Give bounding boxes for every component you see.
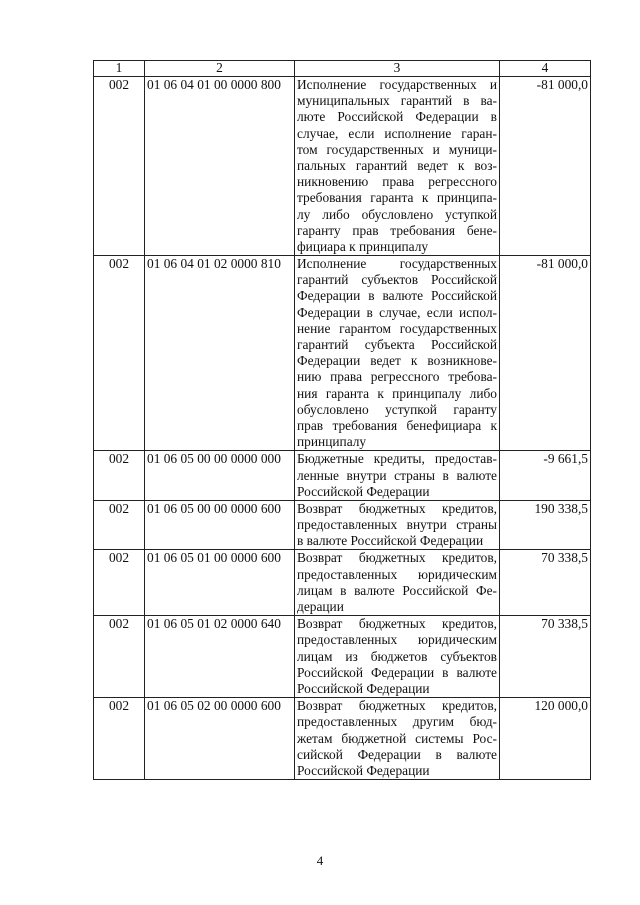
column-header-3: 3 bbox=[295, 61, 500, 77]
budget-sources-table bbox=[93, 60, 591, 780]
description-line: нение гарантом государственных bbox=[297, 320, 497, 336]
amount-cell: -81 000,0 bbox=[500, 77, 591, 256]
table-row bbox=[94, 698, 591, 780]
description-line: обусловлено уступкой гаранту bbox=[297, 401, 497, 417]
description-line: лицам из бюджетов субъектов bbox=[297, 648, 497, 664]
column-header-4: 4 bbox=[500, 61, 591, 77]
description-line: лицам в валюте Российской Фе- bbox=[297, 582, 497, 598]
column-header-1: 1 bbox=[94, 61, 145, 77]
description-line: Исполнение государственных и bbox=[297, 77, 497, 92]
description-cell bbox=[295, 451, 500, 501]
description-line: ния гаранта к принципалу либо bbox=[297, 385, 497, 401]
table-row bbox=[94, 256, 591, 451]
description-line: требования гаранта к принципа- bbox=[297, 190, 497, 206]
amount-cell: -81 000,0 bbox=[500, 256, 591, 451]
description-line: предоставленных юридическим bbox=[297, 632, 497, 648]
description-line: Федерации ведет к возникнове- bbox=[297, 353, 497, 369]
description-line: Возврат бюджетных кредитов, bbox=[297, 698, 497, 714]
table-body bbox=[94, 77, 591, 780]
description-line: предоставленных внутри страны bbox=[297, 517, 497, 533]
budget-code-cell: 01 06 05 00 00 0000 000 bbox=[145, 451, 295, 501]
description-line: пальных гарантий ведет к воз- bbox=[297, 157, 497, 173]
budget-code-cell: 01 06 04 01 02 0000 810 bbox=[145, 256, 295, 451]
description-line: предоставленных другим бюд- bbox=[297, 714, 497, 730]
description-cell bbox=[295, 550, 500, 616]
table-row bbox=[94, 550, 591, 616]
description-cell bbox=[295, 77, 500, 256]
description-line: Российской Федерации bbox=[297, 762, 430, 778]
budget-code-cell: 01 06 05 01 00 0000 600 bbox=[145, 550, 295, 616]
description-line: прав требования бенефициара к bbox=[297, 417, 497, 433]
description-line: Российской Федерации в валюте bbox=[297, 664, 497, 680]
admin-code-cell: 002 bbox=[94, 256, 145, 451]
table-row bbox=[94, 616, 591, 698]
budget-code-cell: 01 06 04 01 00 0000 800 bbox=[145, 77, 295, 256]
admin-code-cell: 002 bbox=[94, 77, 145, 256]
admin-code-cell: 002 bbox=[94, 500, 145, 550]
description-line: муниципальных гарантий в ва- bbox=[297, 93, 497, 109]
admin-code-cell: 002 bbox=[94, 451, 145, 501]
description-line: Возврат бюджетных кредитов, bbox=[297, 550, 497, 566]
admin-code-cell: 002 bbox=[94, 550, 145, 616]
description-cell bbox=[295, 500, 500, 550]
description-line: ленные внутри страны в валюте bbox=[297, 467, 497, 483]
admin-code-cell: 002 bbox=[94, 698, 145, 780]
budget-code-cell: 01 06 05 02 00 0000 600 bbox=[145, 698, 295, 780]
admin-code-cell: 002 bbox=[94, 616, 145, 698]
description-line: лу либо обусловлено уступкой bbox=[297, 206, 497, 222]
description-line: Федерации в валюте Российской bbox=[297, 288, 497, 304]
amount-cell: 70 338,5 bbox=[500, 616, 591, 698]
description-line: Бюджетные кредиты, предостав- bbox=[297, 451, 497, 467]
description-line: дерации bbox=[297, 599, 344, 614]
description-line: Российской Федерации bbox=[297, 483, 430, 499]
description-line: сийской Федерации в валюте bbox=[297, 746, 497, 762]
description-line: Исполнение государственных bbox=[297, 256, 497, 272]
table-header-row bbox=[94, 61, 591, 77]
budget-code-cell: 01 06 05 00 00 0000 600 bbox=[145, 500, 295, 550]
description-line: гарантий субъекта Российской bbox=[297, 337, 497, 352]
description-line: нию права регрессного требова- bbox=[297, 369, 497, 385]
amount-cell: -9 661,5 bbox=[500, 451, 591, 501]
table-row bbox=[94, 451, 591, 501]
description-line: Возврат бюджетных кредитов, bbox=[297, 500, 497, 516]
description-cell bbox=[295, 698, 500, 780]
description-line: гарантий субъектов Российской bbox=[297, 272, 497, 288]
description-line: случае, если исполнение гаран- bbox=[297, 125, 497, 141]
description-line: никновению права регрессного bbox=[297, 174, 497, 190]
description-line: гаранту прав требования бене- bbox=[297, 222, 497, 238]
description-line: принципалу bbox=[297, 434, 367, 450]
description-line: люте Российской Федерации в bbox=[297, 109, 497, 125]
description-cell bbox=[295, 616, 500, 698]
description-line: жетам бюджетной системы Рос- bbox=[297, 730, 497, 746]
description-line: фициара к принципалу bbox=[297, 238, 429, 254]
description-line: Федерации в случае, если испол- bbox=[297, 304, 497, 320]
description-line: том государственных и муници- bbox=[297, 141, 497, 157]
description-line: Возврат бюджетных кредитов, bbox=[297, 616, 497, 632]
amount-cell: 70 338,5 bbox=[500, 550, 591, 616]
description-line: предоставленных юридическим bbox=[297, 566, 497, 582]
page-number: 4 bbox=[316, 853, 324, 868]
description-line: в валюте Российской Федерации bbox=[297, 533, 484, 549]
table-row bbox=[94, 500, 591, 550]
description-line: Российской Федерации bbox=[297, 680, 430, 696]
budget-code-cell: 01 06 05 01 02 0000 640 bbox=[145, 616, 295, 698]
description-cell bbox=[295, 256, 500, 451]
amount-cell: 190 338,5 bbox=[500, 500, 591, 550]
table-row bbox=[94, 77, 591, 256]
amount-cell: 120 000,0 bbox=[500, 698, 591, 780]
column-header-2: 2 bbox=[145, 61, 295, 77]
